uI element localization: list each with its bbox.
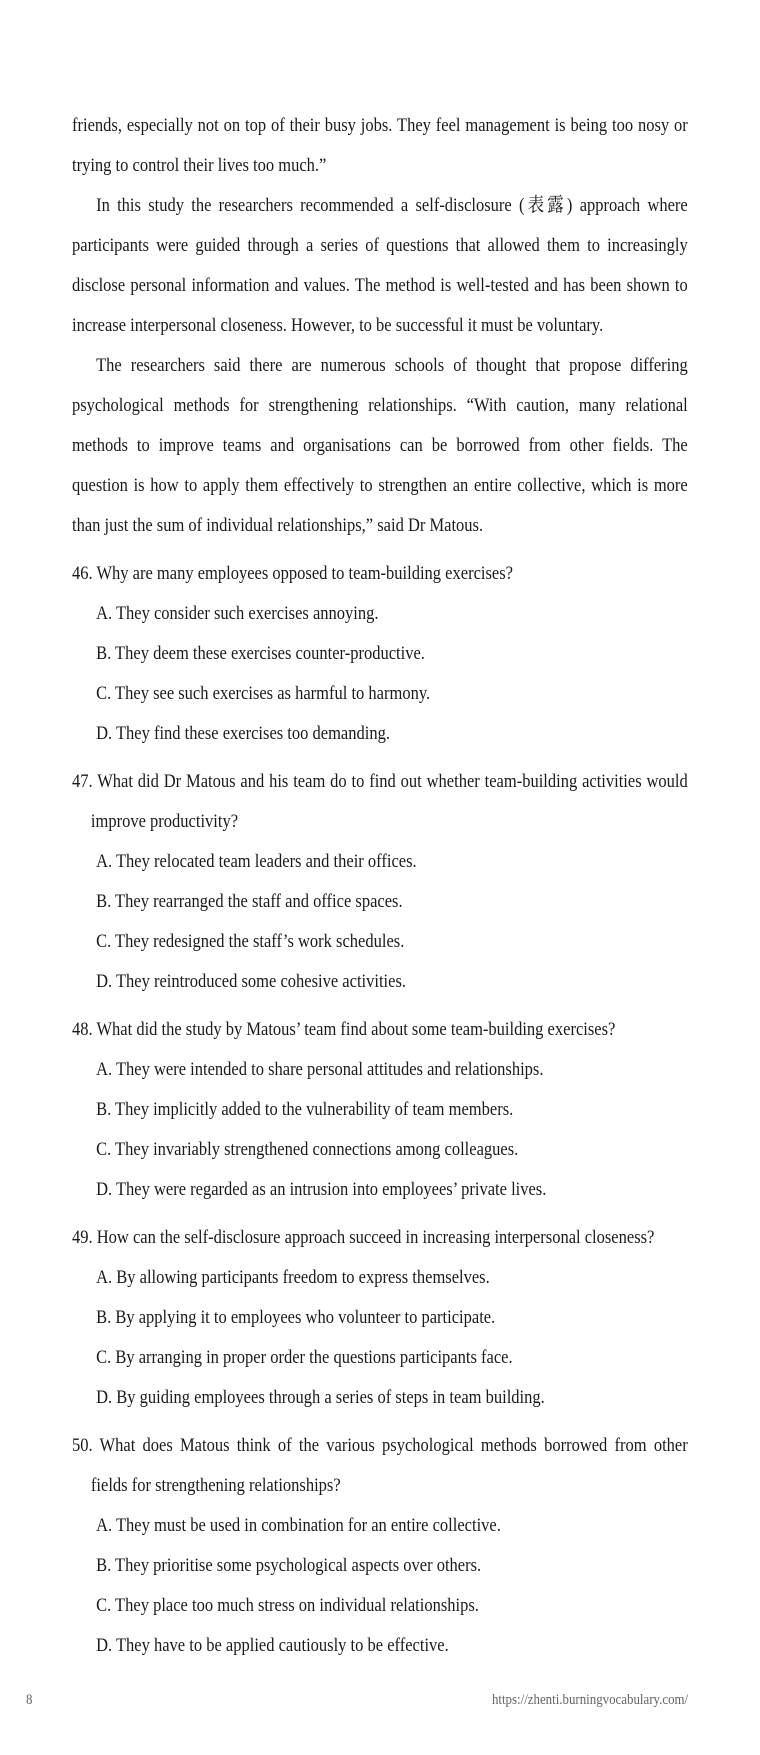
option-b: B. They rearranged the staff and office spaces. [96, 891, 403, 912]
option-c: C. By arranging in proper order the questions participants face. [96, 1347, 513, 1368]
option-d: D. They were regarded as an intrusion into employees’ private lives. [96, 1179, 547, 1200]
footer-url[interactable]: https://zhenti.burningvocabulary.com/ [491, 1692, 688, 1708]
option-c: C. They place too much stress on individual relationships. [96, 1595, 479, 1616]
question-50 [72, 1426, 688, 1666]
option-b: B. They implicitly added to the vulnerability of team members. [96, 1099, 514, 1120]
question-47 [72, 762, 688, 1002]
option-c: C. They invariably strengthened connections among colleagues. [96, 1139, 519, 1160]
document-page [72, 106, 688, 1666]
option-a: A. They were intended to share personal attitudes and relationships. [96, 1059, 544, 1080]
passage-paragraph-3: The researchers said there are numerous schools of thought that propose differing psychological methods for strengthening relationships. “With caution, many relational methods to improve teams and organisations can be borrowed from other fields. The question is how to apply them effectively to strengthen an entire collective, which is more than just the sum of individual relationships,” said Dr Matous. [72, 355, 688, 536]
question-stem: 47. What did Dr Matous and his team do to find out whether team-building activities would improve productivity? [72, 771, 688, 832]
passage-paragraph-1: friends, especially not on top of their busy jobs. They feel management is being too nosy or trying to control their lives too much.” [72, 115, 688, 176]
question-stem: 46. Why are many employees opposed to team-building exercises? [72, 563, 513, 584]
option-b: B. They prioritise some psychological aspects over others. [96, 1555, 482, 1576]
option-d: D. They find these exercises too demanding. [96, 723, 390, 744]
question-stem: 50. What does Matous think of the various psychological methods borrowed from other fields for strengthening relationships? [72, 1435, 688, 1496]
question-stem: 48. What did the study by Matous’ team find about some team-building exercises? [72, 1019, 616, 1040]
option-d: D. They reintroduced some cohesive activities. [96, 971, 407, 992]
question-49 [72, 1218, 688, 1418]
option-d: D. They have to be applied cautiously to be effective. [96, 1635, 449, 1656]
option-a: A. By allowing participants freedom to express themselves. [96, 1267, 490, 1288]
question-stem: 49. How can the self-disclosure approach succeed in increasing interpersonal closeness? [72, 1227, 655, 1248]
option-c: C. They see such exercises as harmful to harmony. [96, 683, 431, 704]
question-48 [72, 1010, 688, 1210]
option-a: A. They must be used in combination for an entire collective. [96, 1515, 501, 1536]
question-46 [72, 554, 688, 754]
option-a: A. They consider such exercises annoying. [96, 603, 379, 624]
page-number: 8 [26, 1692, 33, 1708]
option-c: C. They redesigned the staff’s work schedules. [96, 931, 405, 952]
option-a: A. They relocated team leaders and their offices. [96, 851, 417, 872]
option-d: D. By guiding employees through a series of steps in team building. [96, 1387, 545, 1408]
passage-paragraph-2: In this study the researchers recommended a self-disclosure (表露) approach where participants were guided through a series of questions that allowed them to increasingly disclose personal information and values. The method is well-tested and has been shown to increase interpersonal closeness. However, to be successful it must be voluntary. [72, 195, 688, 336]
option-b: B. By applying it to employees who volunteer to participate. [96, 1307, 496, 1328]
option-b: B. They deem these exercises counter-productive. [96, 643, 425, 664]
